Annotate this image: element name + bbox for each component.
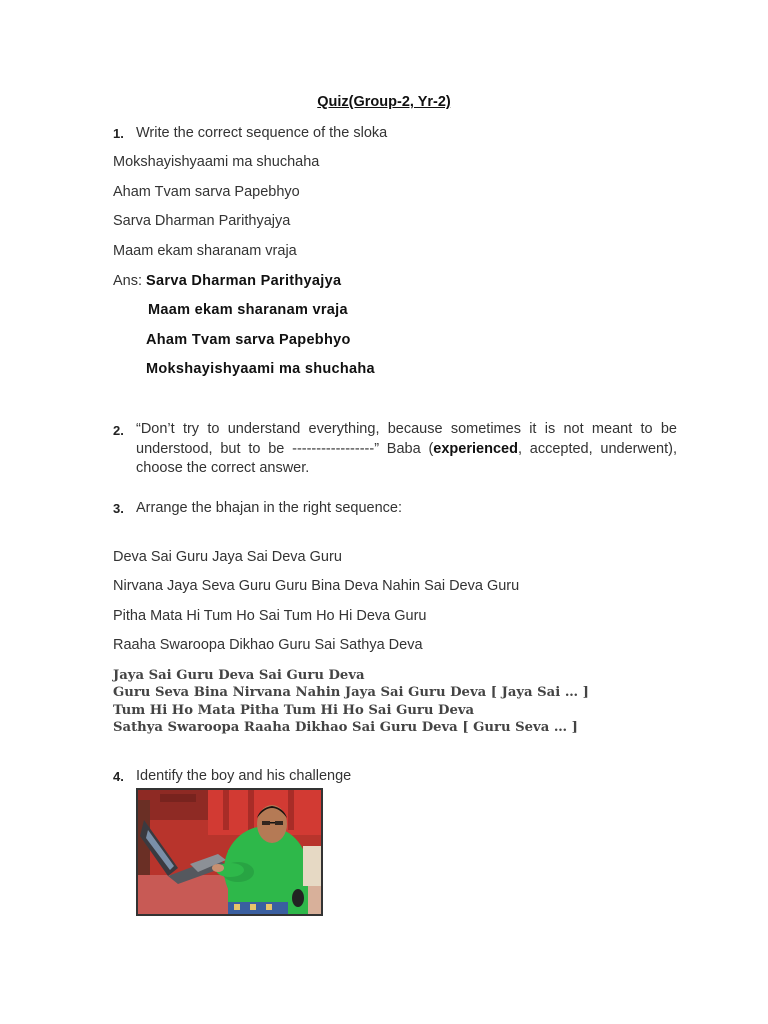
q1-line: Mokshayishyaami ma shuchaha: [113, 154, 320, 170]
q3-line: Deva Sai Guru Jaya Sai Deva Guru: [113, 549, 342, 565]
q2-bold-answer: experienced: [433, 440, 518, 457]
q4-question: Identify the boy and his challenge: [136, 768, 352, 784]
q3-answer: Tum Hi Ho Mata Pitha Tum Hi Ho Sai Guru Deva: [113, 703, 475, 718]
q2-text-before: “Don’t try to understand everything, because sometimes it is not meant to be understood, but to be -----------------” Baba (: [136, 421, 677, 457]
q1-line: Aham Tvam sarva Papebhyo: [113, 184, 300, 200]
q1-answer: Sarva Dharman Parithyajya: [146, 273, 342, 289]
q1-answer: Maam ekam sharanam vraja: [148, 302, 348, 318]
q3-line: Pitha Mata Hi Tum Ho Sai Tum Ho Hi Deva Guru: [113, 608, 427, 624]
q1-question: Write the correct sequence of the sloka: [136, 125, 388, 141]
q1-answer: Mokshayishyaami ma shuchaha: [146, 361, 375, 377]
q3-number: 3.: [113, 501, 124, 516]
q2-number: 2.: [113, 423, 124, 438]
q3-answer: Jaya Sai Guru Deva Sai Guru Deva: [113, 668, 365, 683]
q1-answer-row: [113, 272, 341, 290]
q2-text: [136, 420, 677, 479]
q1-line: Sarva Dharman Parithyajya: [113, 213, 291, 229]
boy-photo-illustration: [138, 790, 321, 914]
q1-answer: Aham Tvam sarva Papebhyo: [146, 332, 351, 348]
q3-line: Raaha Swaroopa Dikhao Guru Sai Sathya Deva: [113, 637, 423, 653]
page-title: Quiz(Group-2, Yr-2): [317, 94, 451, 110]
q3-answer: Guru Seva Bina Nirvana Nahin Jaya Sai Guru Deva [ Jaya Sai … ]: [113, 685, 589, 700]
q1-ans-prefix: Ans:: [113, 273, 143, 289]
q1-number: 1.: [113, 126, 124, 141]
q2-text-after: , accepted, underwent), choose the correct answer.: [136, 440, 677, 476]
q3-line: Nirvana Jaya Seva Guru Guru Bina Deva Nahin Sai Deva Guru: [113, 578, 520, 594]
q1-line: Maam ekam sharanam vraja: [113, 243, 297, 259]
q3-answer: Sathya Swaroopa Raaha Dikhao Sai Guru Deva [ Guru Seva … ]: [113, 720, 578, 735]
q3-question: Arrange the bhajan in the right sequence:: [136, 500, 403, 516]
q4-number: 4.: [113, 769, 124, 784]
boy-photo: [136, 788, 323, 916]
